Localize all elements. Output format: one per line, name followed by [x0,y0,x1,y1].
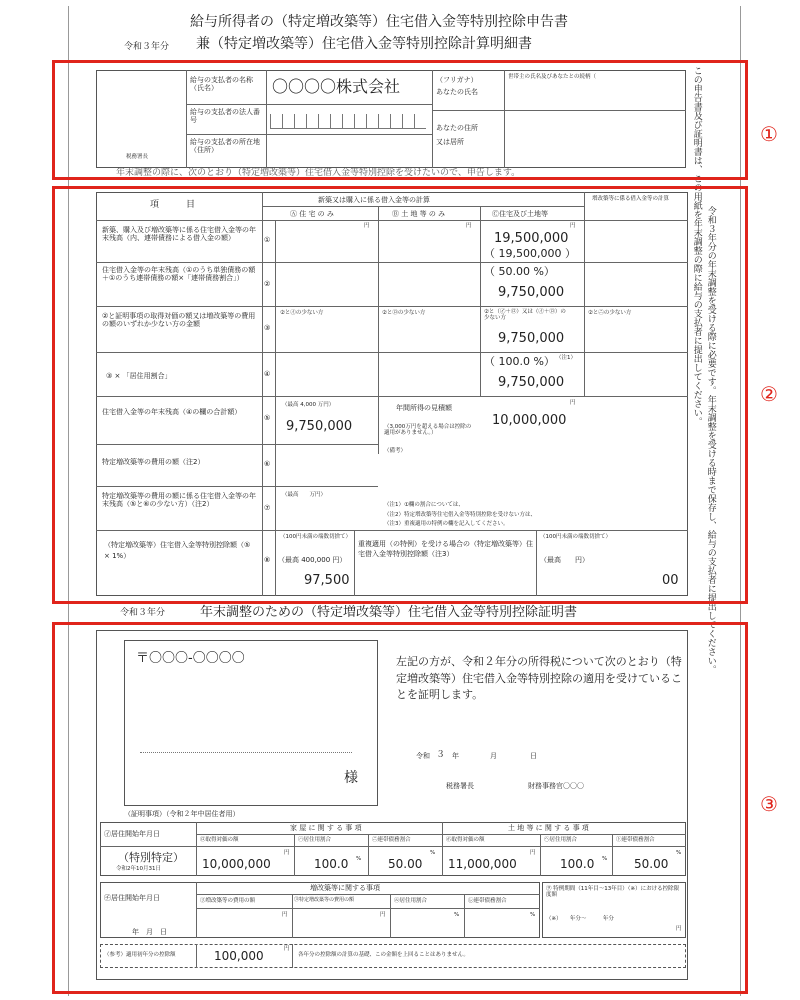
land-joint-value[interactable]: 50.00 [634,857,669,871]
annotation-number-1: ① [760,122,778,146]
special-period-range: （※） 年分〜 年分 [546,916,614,922]
col-b-land: Ⓑ 土 地 等 の み [392,210,446,218]
row3-b-note: ②と㋺の少ない方 [382,310,426,316]
your-address-label: あなたの住所 [436,124,478,132]
corp-number-label: 給与の支払者の法人番号 [190,108,260,125]
renovation-cost-yen: 円 [282,912,288,918]
special-renovation-label: ㋦特定増改築等の費用の額 [294,897,355,903]
highlight-box-2 [52,186,748,604]
date-year-value: ３ [436,750,446,760]
honorific: 様 [344,770,358,786]
renovation-joint-label: ㋹連帯債務割合 [468,898,507,904]
row3-label: ②と証明事項の取得対価の額又は増改築等の費用の額のいずれか少ない方の金額 [102,312,256,329]
row3-c-note: ②と（㋑＋㋺）又は（㋑＋㋺）の少ない方 [484,309,566,322]
row1-label: 新築、購入及び増改築等に係る住宅借入金等の年末残高（内、連帯債務による借入金の額） [102,226,256,243]
renovation-joint-pct: % [530,912,536,918]
household-head-note: 世帯主の氏名及びあなたとの続柄（ [508,74,597,80]
special-label: （特別特定） [118,851,184,864]
declaration-text: 年末調整の際に、次のとおり（特定増改築等）住宅借入金等特別控除を受けたいので、申告します。 [116,168,521,178]
head-renovation: 増改築等に係る借入金等の計算 [592,196,670,202]
row1-b-yen: 円 [466,223,472,229]
duplicate-label: 重複適用（の特例）を受ける場合の（特定増改築等）住宅借入金等特別控除額（注3） [358,540,533,558]
row8-label: （特定増改築等）住宅借入金等特別控除額（⑤ × 1%） [104,541,251,561]
cert-items-label: （証明事項）（令和２年中居住者用） [124,810,240,818]
row4-note: （注1） [556,355,576,361]
income-label: 年間所得の見積額 [396,404,452,412]
row5-max: （最高 4,000 万円） [282,402,335,408]
col-c-house-land: Ⓒ住宅及び土地等 [492,210,548,218]
row7-number: ⑦ [264,504,271,512]
row2-number: ② [264,280,271,288]
income-value[interactable]: 10,000,000 [492,413,567,428]
head-item: 項 目 [150,200,196,210]
row5-value[interactable]: 9,750,000 [286,419,353,434]
highlight-box-1 [52,60,748,180]
row5-number: ⑤ [264,414,271,422]
your-name-label: あなたの氏名 [436,88,478,96]
date-year-unit: 年 [452,752,459,760]
special-renovation-yen: 円 [380,912,386,918]
row1-a-yen: 円 [364,223,370,229]
officer-name: 財務事務官〇〇〇 [528,782,584,790]
row3-a-note: ②と㋑の少ない方 [280,310,324,316]
date-day-unit: 日 [530,752,537,760]
payer-address-label: 給与の支払者の所在地（住所） [190,138,260,155]
head-new-purchase: 新築又は購入に係る借入金等の計算 [318,196,430,204]
cert-year: 令和３年分 [120,608,166,618]
house-cost-yen: 円 [284,850,290,856]
land-ratio-value[interactable]: 100.0 [560,857,595,871]
income-note: （3,000万円を超える場合は控除の適用がありません。） [384,424,472,437]
cert-title: 年末調整のための（特定増改築等）住宅借入金等特別控除証明書 [200,605,578,620]
land-cost-value[interactable]: 11,000,000 [448,857,517,871]
reference-value[interactable]: 100,000 [214,949,264,963]
house-cost-label: ㋺取得対価の額 [200,837,239,843]
special-period-yen: 円 [676,926,682,932]
land-ratio-pct: % [602,856,608,862]
row8-number: ⑧ [264,556,271,564]
land-joint-pct: % [676,850,682,856]
row2-c-ratio[interactable]: （ 50.00 %） [484,265,555,278]
highlight-box-3 [52,622,748,994]
tax-office-label-1: 税務署長 [126,154,149,160]
date-era: 令和 [416,752,430,760]
row4-c-ratio[interactable]: （ 100.0 %） [484,355,555,368]
row4-c-value[interactable]: 9,750,000 [498,375,565,390]
move-in-date-value[interactable]: 令和2年10月31日 [116,866,161,872]
house-cost-value[interactable]: 10,000,000 [202,857,271,871]
reference-yen: 円 [284,946,290,952]
remarks-label: （備考） [384,448,407,454]
renovation-cost-label: ㋷増改築等の費用の額 [200,898,256,904]
row2-label: 住宅借入金等の年末残高（①のうち単独債務の額＋①のうち連帯債務の額×「連帯債務割合」） [102,266,256,283]
postal-code: 〒〇〇〇-〇〇〇〇 [136,651,245,666]
renovation-ratio-label: ㋸居住用割合 [394,898,428,904]
tax-office-label-2: 税務署長 [446,782,474,790]
income-yen: 円 [570,400,576,406]
move-in-date-label: ㋑居住開始年月日 [104,830,160,838]
row1-c-joint-value[interactable]: （ 19,500,000 ） [484,247,576,260]
house-head: 家 屋 に 関 す る 事 項 [290,824,362,832]
house-ratio-label: ㋩居住用割合 [298,837,332,843]
house-joint-pct: % [430,850,436,856]
row3-number: ③ [264,324,271,332]
note-3: （注3）重複適用の特例の欄を記入してください。 [384,521,509,527]
note-2: （注2）特定増改築等住宅借入金等特別控除を受けない方は、 [384,512,537,518]
row8-small: （100円未満の端数切捨て） [280,534,351,540]
row4-number: ④ [264,370,271,378]
row1-c-yen: 円 [570,223,576,229]
duplicate-small: （100円未満の端数切捨て） [540,534,611,540]
land-cost-label: ㋭取得対価の額 [446,837,485,843]
row1-number: ① [264,236,271,244]
renovation-head: 増改築等に関する事項 [310,884,380,892]
certification-text: 左記の方が、令和２年分の所得税について次のとおり（特定増改築等）住宅借入金等特別控除の適用を受けていることを証明します。 [396,655,682,701]
house-joint-value[interactable]: 50.00 [388,857,423,871]
move-in-date2-label: ㋠居住開始年月日 [104,894,160,902]
row6-label: 特定増改築等の費用の額（注2） [102,458,205,466]
duplicate-value[interactable]: 00 [662,573,679,588]
duplicate-max: （最高 円） [540,556,589,564]
row4-label: ③ × 「居住用割合」 [106,372,172,380]
sidebar-text-1: この申告書及び証明書は、この用紙を年末調整の際に給与の支払者に提出してください。 [691,66,702,426]
land-cost-yen: 円 [530,850,536,856]
house-ratio-value[interactable]: 100.0 [314,857,349,871]
annotation-number-3: ③ [760,792,778,816]
date-month-unit: 月 [490,752,497,760]
house-joint-label: ㋥連帯債務割合 [372,837,411,843]
row8-value[interactable]: 97,500 [304,573,350,588]
row3-reno-note: ②と㋥の少ない方 [588,310,632,316]
row7-max: （最高 万円） [282,492,327,498]
row3-c-value[interactable]: 9,750,000 [498,331,565,346]
row6-number: ⑥ [264,460,271,468]
col-a-house: Ⓐ 住 宅 の み [290,210,334,218]
house-ratio-pct: % [356,856,362,862]
ymd-label: 年 月 日 [132,928,167,936]
your-residence-label: 又は居所 [436,138,464,146]
land-head: 土 地 等 に 関 す る 事 項 [508,824,589,832]
note-1: （注1）①欄の割合については、 [384,502,464,508]
form-year: 令和３年分 [124,42,170,52]
reference-note: 各年分の控除額の計算の基礎、この金額を上回ることはありません。 [298,952,469,958]
row1-c-value[interactable]: 19,500,000 [494,231,569,246]
sidebar-text-2: 令和３年分の年末調整を受ける際に必要です。年末調整を受ける時まで保存し、給与の支払者に提出してください。 [705,206,716,674]
form-title-2: 兼（特定増改築等）住宅借入金等特別控除計算明細書 [196,36,532,52]
annotation-number-2: ② [760,382,778,406]
payer-name-label: 給与の支払者の名称（氏名） [190,76,253,93]
row5-label: 住宅借入金等の年末残高（④の欄の合計額） [102,408,242,416]
furigana-label: （フリガナ） [436,76,478,84]
row8-max: （最高 400,000 円） [278,556,347,564]
row7-label: 特定増改築等の費用の額に係る住宅借入金等の年末残高（⑤と⑥の少ない方）（注2） [102,492,256,509]
payer-name-value: 〇〇〇〇株式会社 [272,77,401,96]
land-ratio-label: ㋬居住用割合 [544,837,578,843]
row2-c-value[interactable]: 9,750,000 [498,285,565,300]
form-title-1: 給与所得者の（特定増改築等）住宅借入金等特別控除申告書 [190,14,568,30]
special-period-label: ㋾ 特例期間（11年目〜13年目）（※）における控除限度額 [546,886,680,899]
renovation-ratio-pct: % [454,912,460,918]
reference-label: （参考）適用初年分の控除額 [104,952,176,958]
land-joint-label: ㋣連帯債務割合 [616,837,655,843]
